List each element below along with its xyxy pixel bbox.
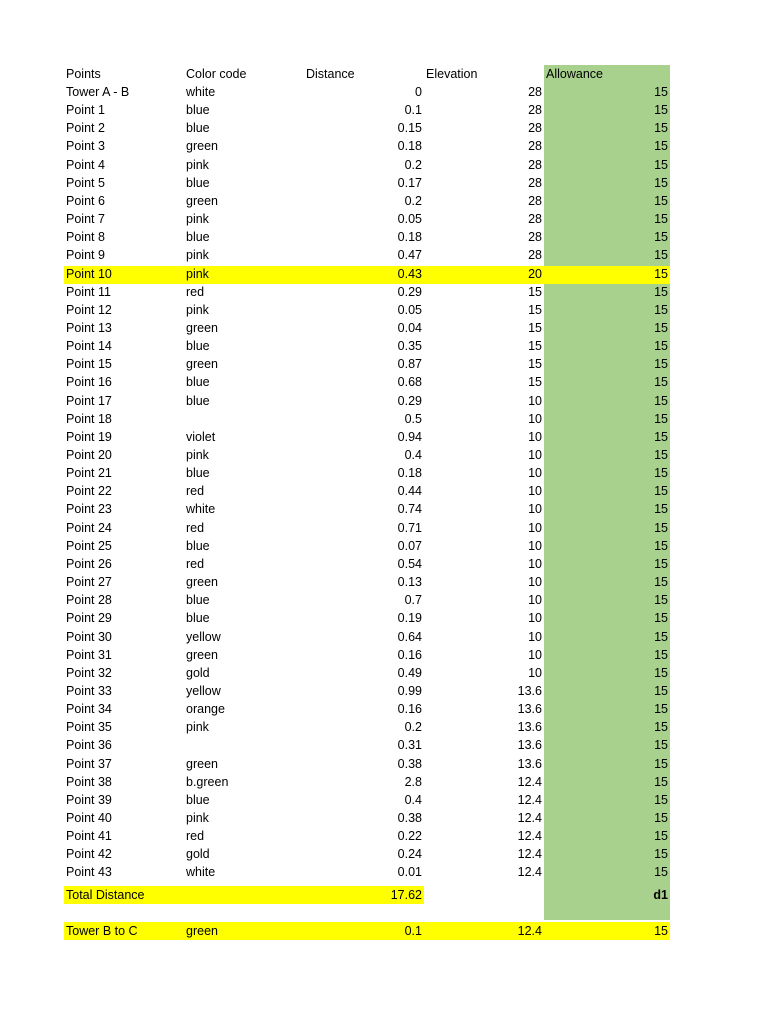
cell-elevation[interactable]: 13.6 <box>517 702 542 717</box>
table-row <box>0 827 768 845</box>
cell-points[interactable]: Tower A - B <box>66 85 130 99</box>
cell-points[interactable]: Point 31 <box>66 647 112 662</box>
cell-distance[interactable]: 0.47 <box>397 248 422 263</box>
cell-points[interactable]: Point 37 <box>66 756 112 771</box>
cell-points[interactable]: Tower B to C <box>66 924 138 938</box>
cell-color-code[interactable]: gold <box>186 665 210 680</box>
cell-color-code[interactable]: white <box>186 85 216 99</box>
cell-distance[interactable]: 0.01 <box>397 865 422 880</box>
table-row <box>0 555 768 573</box>
table-row <box>0 392 768 410</box>
cell-points[interactable]: Point 33 <box>66 683 112 698</box>
cell-elevation[interactable]: 10 <box>528 665 542 680</box>
table-row <box>0 210 768 228</box>
cell-elevation[interactable]: 28 <box>528 193 542 208</box>
cell-color-code[interactable]: blue <box>186 538 210 553</box>
cell-elevation[interactable]: 28 <box>528 121 542 136</box>
cell-allowance[interactable]: 15 <box>654 629 668 644</box>
cell-points[interactable]: Point 15 <box>66 357 112 372</box>
table-row <box>0 446 768 464</box>
table-row <box>0 137 768 155</box>
table-row <box>0 265 768 283</box>
table-row <box>0 174 768 192</box>
cell-distance[interactable]: 0.43 <box>397 266 422 281</box>
tower-b-to-c-row <box>0 922 768 940</box>
cell-distance[interactable]: 0.31 <box>397 738 422 753</box>
cell-distance[interactable]: 0.18 <box>397 139 422 154</box>
cell-elevation[interactable]: 10 <box>528 520 542 535</box>
cell-points[interactable]: Point 8 <box>66 230 105 245</box>
cell-points[interactable]: Point 34 <box>66 702 112 717</box>
cell-elevation[interactable]: 10 <box>528 466 542 481</box>
cell-distance[interactable]: 0.1 <box>404 924 422 938</box>
table-row <box>0 192 768 210</box>
cell-color-code[interactable]: pink <box>186 302 209 317</box>
cell-distance[interactable]: 0.38 <box>397 811 422 825</box>
cell-color-code[interactable]: gold <box>186 847 210 862</box>
cell-elevation[interactable]: 28 <box>528 139 542 154</box>
table-row <box>0 845 768 863</box>
cell-elevation[interactable]: 15 <box>528 357 542 372</box>
cell-points[interactable]: Point 12 <box>66 302 112 317</box>
table-row <box>0 609 768 627</box>
cell-allowance[interactable]: 15 <box>654 520 668 535</box>
cell-color-code[interactable]: pink <box>186 448 209 462</box>
cell-allowance[interactable]: 15 <box>654 702 668 717</box>
cell-allowance[interactable]: 15 <box>654 756 668 771</box>
cell-distance[interactable]: 0.16 <box>397 647 422 662</box>
cell-color-code[interactable]: pink <box>186 720 209 735</box>
cell-distance[interactable]: 0.44 <box>397 484 422 499</box>
cell-allowance[interactable]: 15 <box>654 924 668 938</box>
table-row <box>0 664 768 682</box>
cell-allowance[interactable]: 15 <box>654 357 668 372</box>
cell-points[interactable]: Point 30 <box>66 629 112 644</box>
cell-elevation[interactable]: 10 <box>528 556 542 571</box>
cell-allowance[interactable]: 15 <box>654 230 668 245</box>
cell-points[interactable]: Point 42 <box>66 847 112 862</box>
cell-color-code[interactable]: red <box>186 284 205 299</box>
cell-color-code[interactable]: blue <box>186 375 210 390</box>
cell-color-code[interactable]: pink <box>186 157 209 172</box>
table-row <box>0 410 768 428</box>
cell-allowance[interactable]: 15 <box>654 393 668 408</box>
cell-elevation[interactable]: 10 <box>528 575 542 590</box>
cell-elevation[interactable]: 13.6 <box>517 756 542 771</box>
cell-elevation[interactable]: 12.4 <box>517 774 542 789</box>
total-distance-row <box>0 886 768 904</box>
cell-allowance[interactable]: 15 <box>654 85 668 99</box>
cell-color-code[interactable]: red <box>186 829 205 844</box>
cell-allowance[interactable]: 15 <box>654 320 668 335</box>
cell-elevation[interactable]: 12.4 <box>517 847 542 862</box>
table-row <box>0 228 768 246</box>
cell-points[interactable]: Point 6 <box>66 193 105 208</box>
cell-allowance[interactable]: 15 <box>654 865 668 880</box>
table-row <box>0 718 768 736</box>
cell-color-code[interactable]: green <box>186 320 218 335</box>
cell-distance[interactable]: 0.35 <box>397 339 422 354</box>
cell-allowance[interactable]: 15 <box>654 847 668 862</box>
table-row <box>0 355 768 373</box>
cell-points[interactable]: Point 35 <box>66 720 112 735</box>
cell-allowance[interactable]: 15 <box>654 466 668 481</box>
cell-color-code[interactable] <box>184 736 304 754</box>
cell-points[interactable]: Point 26 <box>66 556 112 571</box>
cell-elevation[interactable]: 28 <box>528 212 542 227</box>
cell-color-code[interactable]: white <box>186 502 216 517</box>
cell-color-code[interactable]: blue <box>186 611 210 626</box>
table-row <box>0 573 768 591</box>
cell-color-code[interactable]: blue <box>186 466 210 481</box>
cell-allowance[interactable]: 15 <box>654 139 668 154</box>
cell-distance[interactable]: 0.29 <box>397 284 422 299</box>
cell-elevation[interactable]: 13.6 <box>517 720 542 735</box>
cell-elevation[interactable]: 12.4 <box>517 811 542 825</box>
cell-color-code[interactable]: green <box>186 647 218 662</box>
cell-points[interactable]: Point 1 <box>66 103 105 118</box>
cell-distance[interactable]: 0.2 <box>404 193 422 208</box>
table-row <box>0 428 768 446</box>
table-row <box>0 156 768 174</box>
cell-allowance[interactable]: 15 <box>654 611 668 626</box>
cell-points[interactable]: Point 27 <box>66 575 112 590</box>
cell-points[interactable]: Point 5 <box>66 175 105 190</box>
cell-points[interactable]: Point 39 <box>66 792 112 807</box>
cell-elevation[interactable]: 28 <box>528 175 542 190</box>
cell-points[interactable]: Point 36 <box>66 738 112 753</box>
cell-color-code[interactable]: blue <box>186 230 210 245</box>
cell-color-code[interactable]: red <box>186 556 205 571</box>
cell-elevation[interactable]: 10 <box>528 484 542 499</box>
cell-distance[interactable]: 0.17 <box>397 175 422 190</box>
cell-distance[interactable]: 0.7 <box>404 593 422 608</box>
cell-points[interactable]: Point 14 <box>66 339 112 354</box>
cell-color-code[interactable]: blue <box>186 339 210 354</box>
cell-points[interactable]: Point 22 <box>66 484 112 499</box>
cell-allowance[interactable]: 15 <box>654 720 668 735</box>
cell-elevation[interactable]: 10 <box>528 629 542 644</box>
cell-allowance[interactable]: 15 <box>654 411 668 426</box>
cell-elevation[interactable]: 28 <box>528 248 542 263</box>
cell-distance[interactable]: 0.1 <box>404 103 422 118</box>
cell-distance[interactable]: 0.38 <box>397 756 422 771</box>
cell-distance[interactable]: 0.4 <box>404 448 422 462</box>
cell-points[interactable]: Point 16 <box>66 375 112 390</box>
cell-distance[interactable]: 0.74 <box>397 502 422 517</box>
cell-allowance[interactable]: 15 <box>654 792 668 807</box>
cell-elevation[interactable]: 12.4 <box>517 792 542 807</box>
table-row <box>0 700 768 718</box>
cell-points[interactable]: Point 17 <box>66 393 112 408</box>
cell-allowance[interactable]: 15 <box>654 811 668 825</box>
cell-distance[interactable]: 0.4 <box>404 792 422 807</box>
table-row <box>0 682 768 700</box>
cell-color-code[interactable]: blue <box>186 103 210 118</box>
cell-elevation[interactable]: 10 <box>528 393 542 408</box>
cell-allowance[interactable]: 15 <box>654 212 668 227</box>
cell-elevation[interactable]: 10 <box>528 448 542 462</box>
cell-elevation[interactable]: 28 <box>528 157 542 172</box>
cell-distance[interactable]: 0.04 <box>397 320 422 335</box>
cell-points[interactable]: Point 2 <box>66 121 105 136</box>
cell-allowance[interactable]: 15 <box>654 484 668 499</box>
cell-points[interactable]: Point 11 <box>66 284 111 299</box>
cell-distance[interactable]: 0.07 <box>397 538 422 553</box>
table-row <box>0 283 768 301</box>
cell-allowance[interactable]: 15 <box>654 575 668 590</box>
cell-points[interactable]: Point 13 <box>66 320 112 335</box>
table-row <box>0 755 768 773</box>
cell-allowance[interactable]: 15 <box>654 502 668 517</box>
cell-allowance[interactable]: 15 <box>654 774 668 789</box>
cell-allowance[interactable]: 15 <box>654 339 668 354</box>
cell-points[interactable]: Point 10 <box>66 266 112 281</box>
cell-color-code[interactable]: blue <box>186 593 210 608</box>
table-row <box>0 319 768 337</box>
header-distance[interactable]: Distance <box>306 67 355 81</box>
cell-color-code[interactable]: blue <box>186 792 210 807</box>
cell-allowance[interactable]: 15 <box>654 284 668 299</box>
cell-points[interactable]: Point 23 <box>66 502 112 517</box>
cell-distance[interactable]: 0.99 <box>397 683 422 698</box>
table-row <box>0 628 768 646</box>
cell-elevation[interactable]: 12.4 <box>517 865 542 880</box>
table-row <box>0 301 768 319</box>
cell-distance[interactable]: 0.18 <box>397 466 422 481</box>
cell-color-code[interactable]: green <box>186 575 218 590</box>
cell-color-code[interactable]: violet <box>186 429 216 444</box>
total-distance-label[interactable]: Total Distance <box>66 888 145 902</box>
header-color-code[interactable]: Color code <box>186 67 247 81</box>
cell-elevation[interactable]: 10 <box>528 647 542 662</box>
cell-elevation[interactable]: 10 <box>528 593 542 608</box>
cell-elevation[interactable]: 15 <box>528 302 542 317</box>
table-row <box>0 482 768 500</box>
table-row <box>0 500 768 518</box>
table-row <box>0 809 768 827</box>
cell-distance[interactable]: 2.8 <box>404 774 422 789</box>
cell-distance[interactable]: 0.71 <box>397 520 422 535</box>
cell-points[interactable]: Point 32 <box>66 665 112 680</box>
header-row <box>0 65 768 83</box>
cell-distance[interactable]: 0.29 <box>397 393 422 408</box>
cell-distance[interactable]: 0.49 <box>397 665 422 680</box>
cell-distance[interactable]: 0.13 <box>397 575 422 590</box>
cell-distance[interactable]: 0.24 <box>397 847 422 862</box>
cell-distance[interactable]: 0.22 <box>397 829 422 844</box>
table-row <box>0 464 768 482</box>
table-row <box>0 373 768 391</box>
cell-elevation[interactable]: 20 <box>528 266 542 281</box>
cell-allowance[interactable]: 15 <box>654 829 668 844</box>
cell-color-code[interactable]: pink <box>186 248 209 263</box>
cell-allowance[interactable]: 15 <box>654 375 668 390</box>
table-row <box>0 83 768 101</box>
table-row <box>0 863 768 881</box>
cell-allowance[interactable]: 15 <box>654 593 668 608</box>
cell-points[interactable]: Point 18 <box>66 411 112 426</box>
cell-color-code[interactable]: green <box>186 139 218 154</box>
cell-color-code[interactable]: red <box>186 484 205 499</box>
cell-points[interactable]: Point 20 <box>66 448 112 462</box>
cell-color-code[interactable]: red <box>186 520 205 535</box>
cell-color-code[interactable]: white <box>186 865 216 880</box>
cell-points[interactable]: Point 21 <box>66 466 112 481</box>
cell-elevation[interactable]: 10 <box>528 538 542 553</box>
total-distance-value[interactable]: 17.62 <box>390 888 422 902</box>
cell-distance[interactable]: 0.2 <box>404 157 422 172</box>
table-row <box>0 646 768 664</box>
cell-allowance[interactable]: 15 <box>654 738 668 753</box>
cell-allowance[interactable]: 15 <box>654 175 668 190</box>
table-row <box>0 736 768 754</box>
cell-elevation[interactable]: 15 <box>528 320 542 335</box>
cell-color-code[interactable]: blue <box>186 393 210 408</box>
cell-distance[interactable]: 0.87 <box>397 357 422 372</box>
cell-elevation[interactable]: 10 <box>528 611 542 626</box>
table-row <box>0 773 768 791</box>
cell-elevation[interactable]: 15 <box>528 339 542 354</box>
cell-distance[interactable]: 0 <box>415 85 422 99</box>
table-row <box>0 119 768 137</box>
cell-elevation[interactable]: 10 <box>528 502 542 517</box>
cell-allowance[interactable]: 15 <box>654 647 668 662</box>
cell-allowance[interactable]: 15 <box>654 103 668 118</box>
cell-color-code[interactable]: yellow <box>186 683 221 698</box>
cell-color-code[interactable]: blue <box>186 121 210 136</box>
header-points[interactable]: Points <box>66 67 101 81</box>
cell-distance[interactable]: 0.16 <box>397 702 422 717</box>
cell-points[interactable]: Point 19 <box>66 429 112 444</box>
cell-color-code[interactable]: green <box>186 756 218 771</box>
table-row <box>0 101 768 119</box>
cell-points[interactable]: Point 43 <box>66 865 112 880</box>
cell-distance[interactable]: 0.05 <box>397 302 422 317</box>
table-row <box>0 519 768 537</box>
cell-elevation[interactable]: 28 <box>528 103 542 118</box>
cell-points[interactable]: Point 4 <box>66 157 105 172</box>
cell-color-code[interactable]: green <box>186 357 218 372</box>
cell-elevation[interactable]: 13.6 <box>517 683 542 698</box>
table-row <box>0 246 768 264</box>
cell-distance[interactable]: 0.2 <box>404 720 422 735</box>
cell-allowance[interactable]: 15 <box>654 193 668 208</box>
cell-distance[interactable]: 0.18 <box>397 230 422 245</box>
cell-distance[interactable]: 0.19 <box>397 611 422 626</box>
cell-distance[interactable]: 0.64 <box>397 629 422 644</box>
cell-color-code[interactable]: b.green <box>186 774 229 789</box>
cell-color-code[interactable]: orange <box>186 702 225 717</box>
cell-allowance[interactable]: 15 <box>654 683 668 698</box>
cell-allowance[interactable]: 15 <box>654 665 668 680</box>
header-elevation[interactable]: Elevation <box>426 67 478 81</box>
cell-points[interactable]: Point 29 <box>66 611 112 626</box>
table-row <box>0 337 768 355</box>
cell-elevation[interactable]: 28 <box>528 85 542 99</box>
cell-color-code[interactable]: pink <box>186 811 209 825</box>
total-allowance-value[interactable]: d1 <box>653 888 668 902</box>
cell-allowance[interactable]: 15 <box>654 302 668 317</box>
cell-allowance[interactable]: 15 <box>654 157 668 172</box>
cell-distance[interactable]: 0.5 <box>404 411 422 426</box>
table-row <box>0 591 768 609</box>
cell-color-code[interactable]: green <box>186 924 218 938</box>
cell-allowance[interactable]: 15 <box>654 556 668 571</box>
cell-distance[interactable]: 0.68 <box>397 375 422 390</box>
cell-allowance[interactable]: 15 <box>654 248 668 263</box>
cell-color-code[interactable]: pink <box>186 266 209 281</box>
cell-elevation[interactable]: 15 <box>528 284 542 299</box>
header-allowance[interactable]: Allowance <box>546 67 603 81</box>
cell-points[interactable]: Point 40 <box>66 811 112 825</box>
cell-color-code[interactable]: pink <box>186 212 209 227</box>
cell-color-code[interactable] <box>184 410 304 428</box>
cell-allowance[interactable]: 15 <box>654 538 668 553</box>
cell-color-code[interactable]: green <box>186 193 218 208</box>
cell-distance[interactable]: 0.05 <box>397 212 422 227</box>
cell-elevation[interactable]: 28 <box>528 230 542 245</box>
cell-points[interactable]: Point 3 <box>66 139 105 154</box>
cell-color-code[interactable]: yellow <box>186 629 221 644</box>
cell-elevation[interactable]: 10 <box>528 411 542 426</box>
cell-points[interactable]: Point 41 <box>66 829 112 844</box>
cell-allowance[interactable]: 15 <box>654 121 668 136</box>
cell-distance[interactable]: 0.54 <box>397 556 422 571</box>
cell-elevation[interactable]: 13.6 <box>517 738 542 753</box>
table-row <box>0 537 768 555</box>
cell-elevation[interactable]: 15 <box>528 375 542 390</box>
cell-allowance[interactable]: 15 <box>654 266 668 281</box>
cell-points[interactable]: Point 25 <box>66 538 112 553</box>
cell-elevation[interactable]: 12.4 <box>517 924 542 938</box>
cell-color-code[interactable]: blue <box>186 175 210 190</box>
cell-distance[interactable]: 0.15 <box>397 121 422 136</box>
table-row <box>0 791 768 809</box>
cell-points[interactable]: Point 38 <box>66 774 112 789</box>
cell-elevation[interactable]: 12.4 <box>517 829 542 844</box>
cell-distance[interactable]: 0.94 <box>397 429 422 444</box>
cell-points[interactable]: Point 9 <box>66 248 105 263</box>
cell-points[interactable]: Point 24 <box>66 520 112 535</box>
cell-elevation[interactable]: 10 <box>528 429 542 444</box>
cell-allowance[interactable]: 15 <box>654 429 668 444</box>
cell-points[interactable]: Point 7 <box>66 212 105 227</box>
cell-allowance[interactable]: 15 <box>654 448 668 462</box>
cell-points[interactable]: Point 28 <box>66 593 112 608</box>
